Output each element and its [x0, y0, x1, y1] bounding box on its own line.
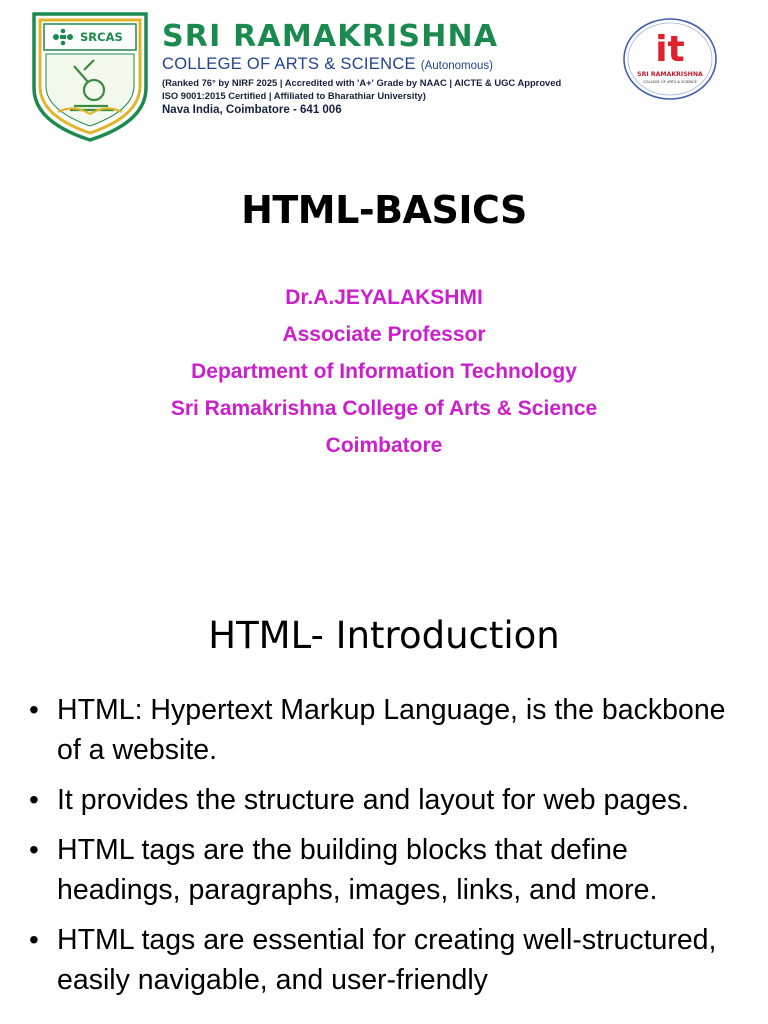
author-designation: Associate Professor [282, 323, 486, 346]
accreditation-line: (Ranked 76° by NIRF 2025 | Accredited with 'A+' Grade by NAAC | AICTE & UGC Approved [162, 77, 562, 88]
college-shield-logo [30, 10, 150, 144]
bullet-text: It provides the structure and layout for web pages. [57, 784, 690, 816]
it-logo-caption: SRI RAMAKRISHNA [637, 71, 703, 78]
bullet-icon: • [29, 784, 39, 815]
list-item [27, 780, 757, 820]
college-header [0, 0, 768, 160]
slide-heading: HTML- Introduction [208, 614, 560, 657]
it-logo-text: it [655, 29, 685, 70]
bullet-icon: • [29, 694, 39, 725]
shield-logo-text: SRCAS [80, 30, 123, 44]
bullet-text: HTML tags are the building blocks that define headings, paragraphs, images, links, and more. [57, 834, 658, 906]
bullet-list [27, 690, 757, 1010]
college-name: SRI RAMAKRISHNA [162, 19, 499, 54]
intro-slide [0, 576, 768, 1024]
list-item [27, 690, 757, 770]
bullet-text: HTML tags are essential for creating well-structured, easily navigable, and user-friendly [57, 924, 717, 996]
department-it-logo [622, 17, 718, 101]
author-college: Sri Ramakrishna College of Arts & Science [170, 397, 598, 420]
bullet-icon: • [29, 924, 39, 955]
author-department: Department of Information Technology [191, 360, 577, 383]
author-name: Dr.A.JEYALAKSHMI [285, 286, 483, 309]
college-address: Nava India, Coimbatore - 641 006 [162, 104, 342, 116]
it-logo-subcaption: COLLEGE OF ARTS & SCIENCE [643, 80, 697, 84]
list-item [27, 830, 757, 910]
bullet-icon: • [29, 834, 39, 865]
author-city: Coimbatore [325, 434, 443, 457]
college-subtitle-text: COLLEGE OF ARTS & SCIENCE [162, 55, 416, 73]
presentation-title: HTML-BASICS [241, 188, 527, 232]
college-info [162, 20, 612, 118]
autonomous-label: (Autonomous) [420, 60, 493, 72]
college-subtitle [162, 54, 612, 76]
certification-line: ISO 9001:2015 Certified | Affiliated to Bharathiar University) [162, 90, 426, 101]
list-item [27, 920, 757, 1000]
bullet-text: HTML: Hypertext Markup Language, is the backbone of a website. [57, 694, 726, 766]
author-info [0, 279, 768, 464]
